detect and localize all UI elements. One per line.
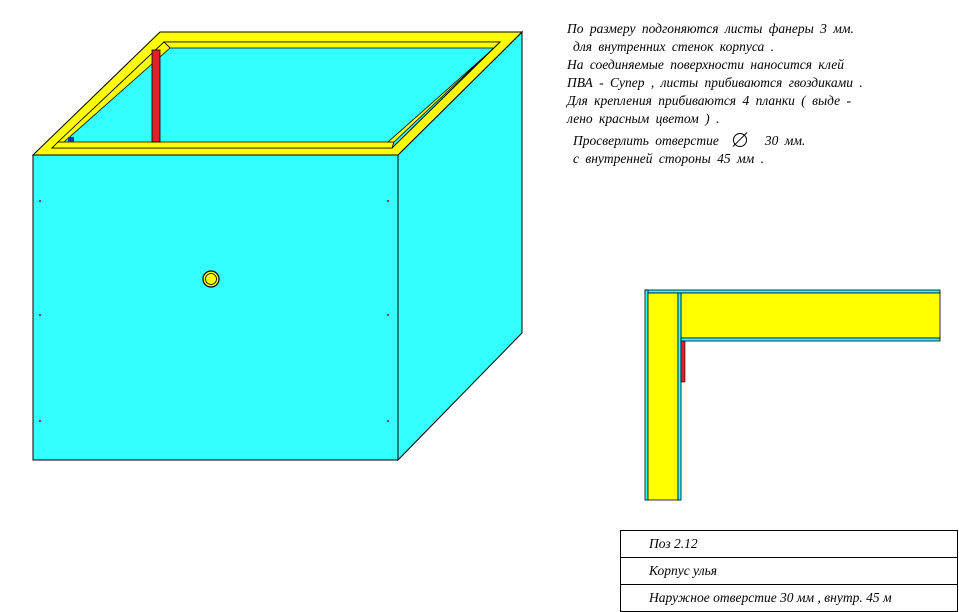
title-block-hole: Наружное отверстие 30 мм , внутр. 45 м <box>649 590 892 605</box>
corner-joint-detail <box>645 290 940 500</box>
detail-strip-red <box>681 341 685 382</box>
left-board <box>648 293 678 500</box>
assembly-notes <box>567 20 952 168</box>
note-line-5: Для крепления прибиваются 4 планки ( выде - <box>567 93 852 108</box>
outer-skin-top <box>645 290 940 293</box>
drill-line-2: с внутренней стороны 45 мм . <box>573 151 764 166</box>
title-block-name: Корпус улья <box>621 558 957 585</box>
mounting-strip-red <box>152 50 160 142</box>
note-line-6: лено красным цветом ) . <box>567 111 720 126</box>
title-block-position: Поз 2.12 <box>621 531 957 558</box>
box-front-wall <box>33 155 398 460</box>
drill-label: Просверлить отверстие <box>573 133 719 148</box>
drill-line <box>567 132 952 150</box>
inner-skin-top <box>681 338 940 341</box>
outer-skin-left <box>645 290 648 500</box>
note-line-2: для внутренних стенок корпуса . <box>573 39 774 54</box>
note-line-3: На соединяемые поверхности наносится клей <box>567 57 844 72</box>
frame-rail-front <box>52 142 394 148</box>
top-board <box>681 293 940 338</box>
drill-size: 30 мм. <box>764 133 806 148</box>
inner-skin-left <box>678 293 681 500</box>
note-line-1: По размеру подгоняются листы фанеры 3 мм. <box>567 21 854 36</box>
mounting-strip-edge <box>68 137 74 142</box>
note-line-4: ПВА - Супер , листы прибиваются гвоздиками . <box>567 75 863 90</box>
diameter-icon <box>733 133 747 147</box>
title-block <box>620 530 958 612</box>
frame-rail-back <box>164 42 500 48</box>
